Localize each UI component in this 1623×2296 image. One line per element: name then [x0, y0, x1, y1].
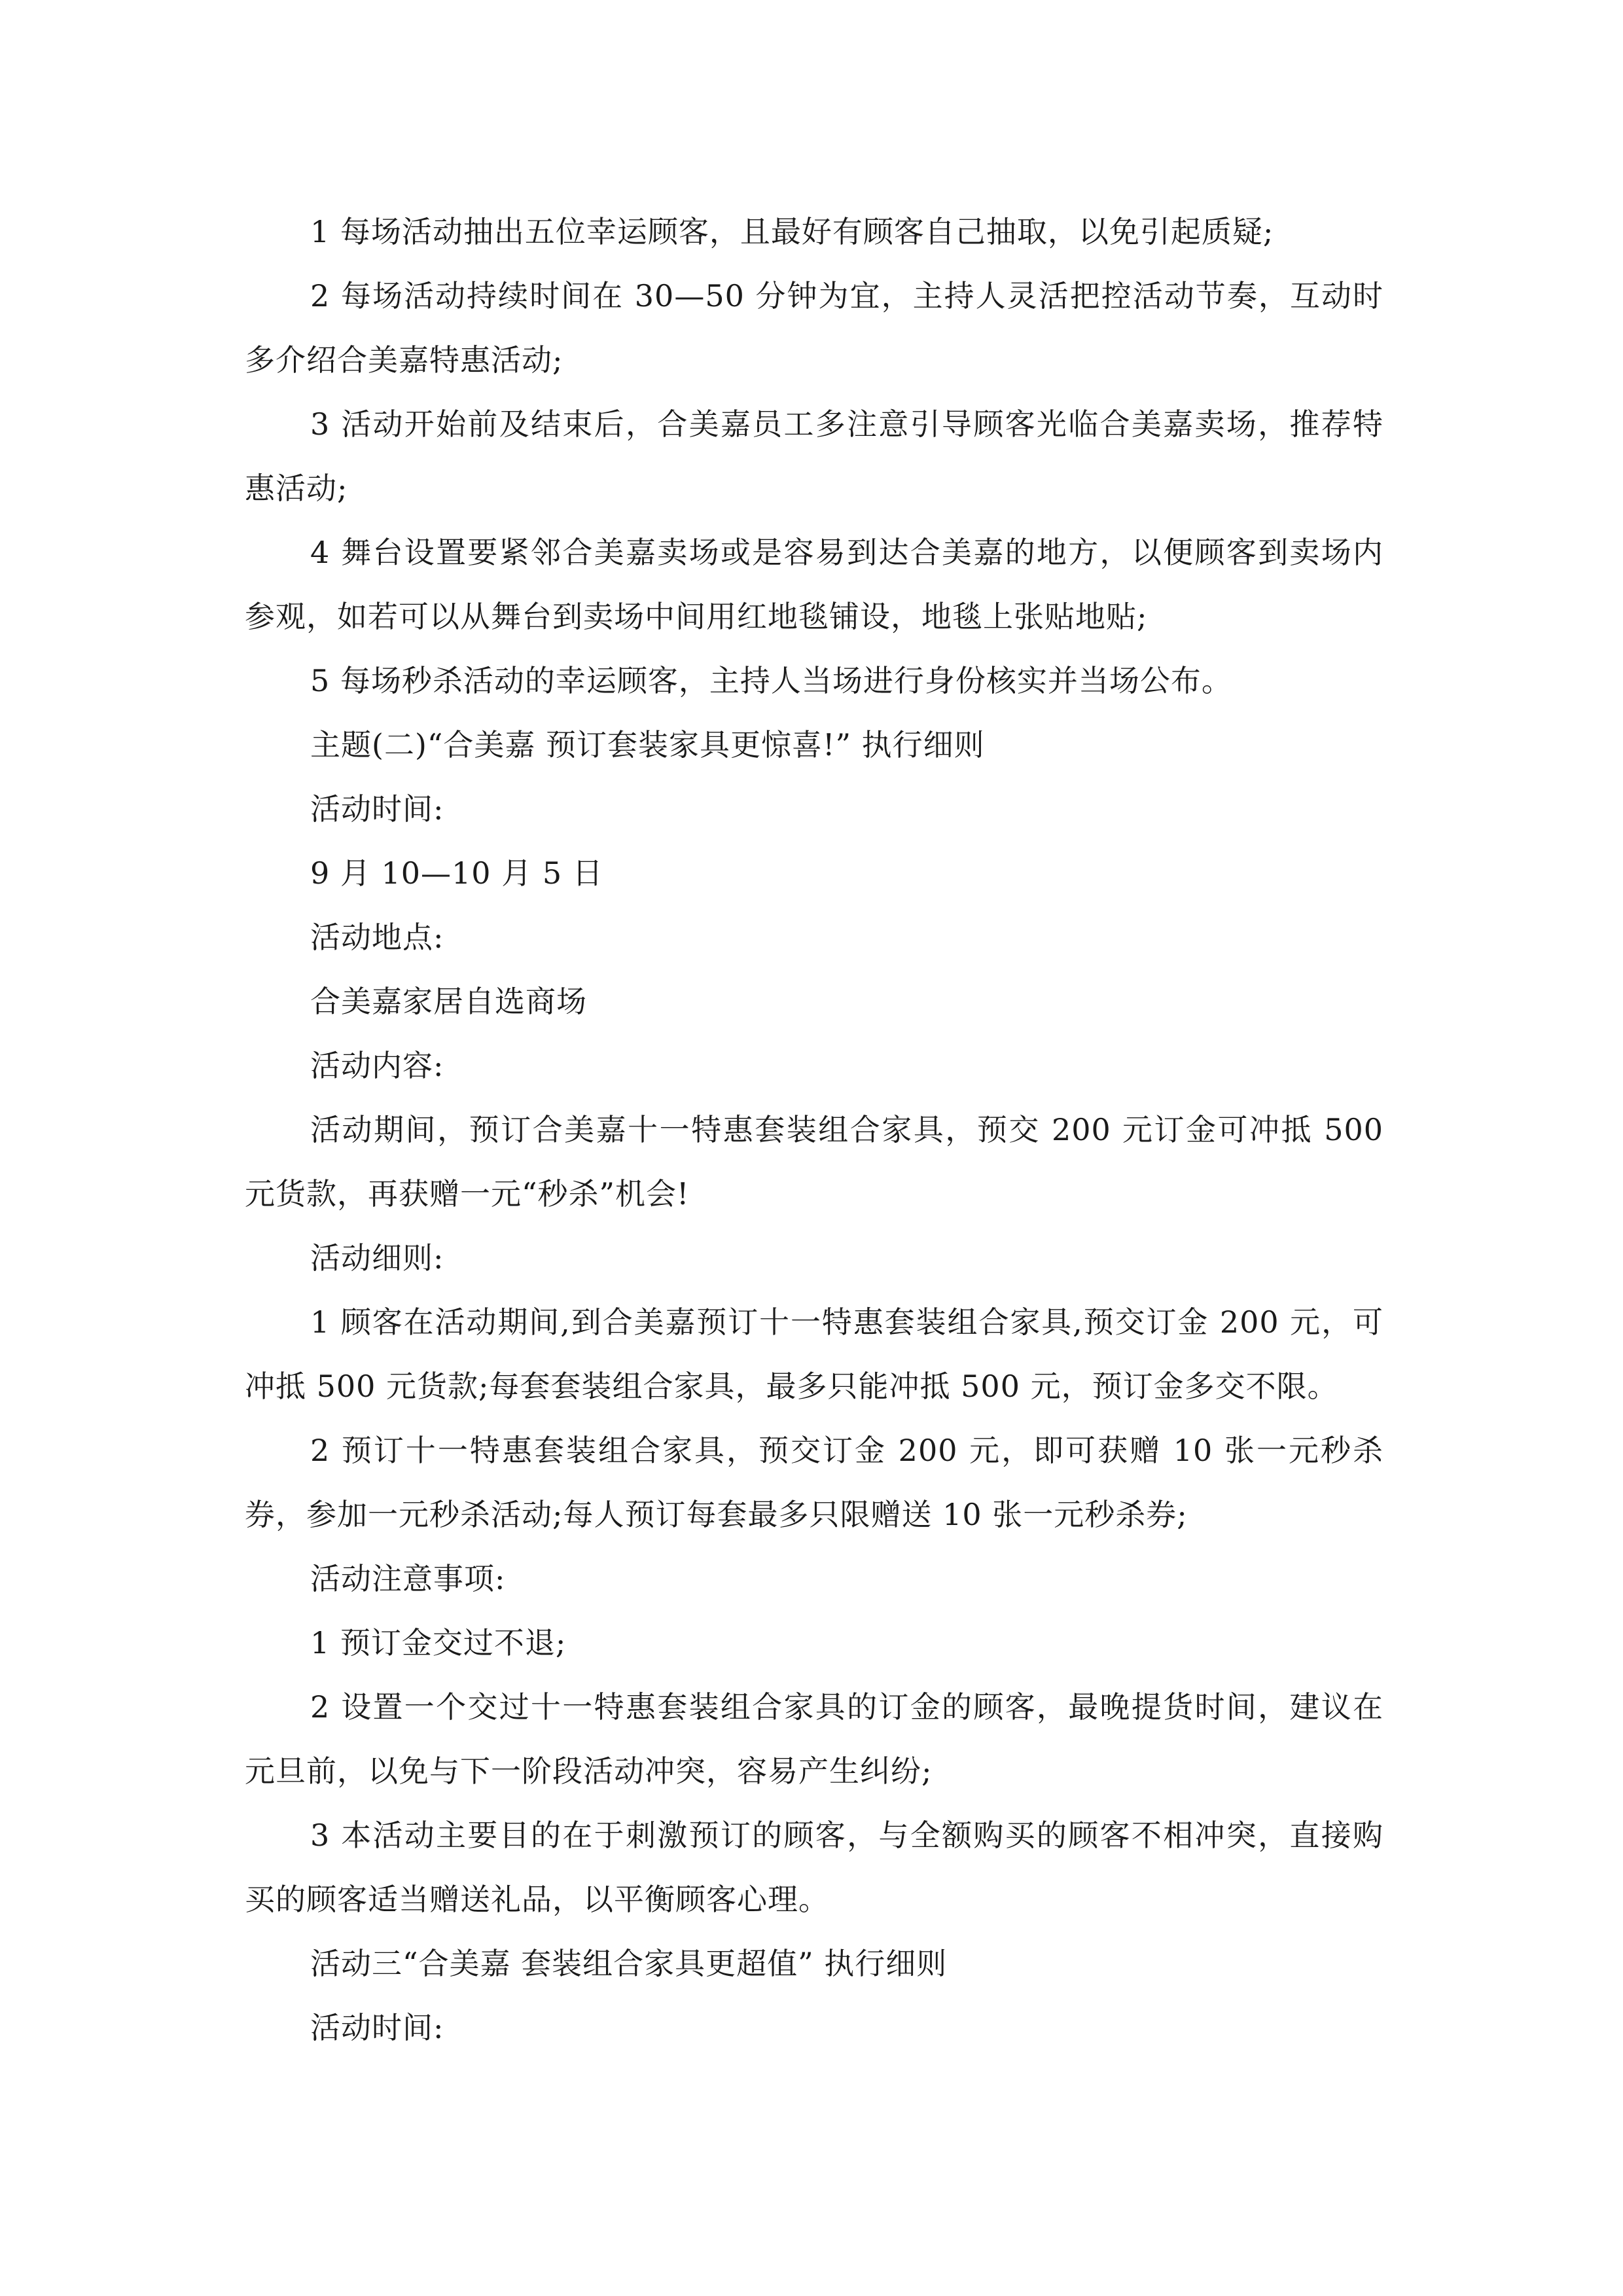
paragraph-rule-2: 2 每场活动持续时间在 30—50 分钟为宜，主持人灵活把控活动节奏，互动时多介绍合美嘉特惠活动;	[245, 278, 1383, 378]
label-notes: 活动注意事项:	[310, 1561, 506, 1596]
value-activity-content: 活动期间，预订合美嘉十一特惠套装组合家具，预交 200 元订金可冲抵 500 元货款，再获赠一元“秒杀”机会!	[245, 1112, 1383, 1211]
paragraph-note-1: 1 预订金交过不退;	[310, 1625, 567, 1660]
paragraph-detail-2: 2 预订十一特惠套装组合家具，预交订金 200 元，即可获赠 10 张一元秒杀券，参加一元秒杀活动;每人预订每套最多只限赠送 10 张一元秒杀券;	[245, 1433, 1383, 1532]
paragraph-rule-5: 5 每场秒杀活动的幸运顾客，主持人当场进行身份核实并当场公布。	[310, 663, 1232, 698]
document-body	[245, 200, 1383, 2060]
value-activity-location: 合美嘉家居自选商场	[310, 984, 587, 1019]
paragraph-detail-1: 1 顾客在活动期间,到合美嘉预订十一特惠套装组合家具,预交订金 200 元，可冲抵 500 元货款;每套套装组合家具，最多只能冲抵 500 元，预订金多交不限。	[245, 1304, 1383, 1404]
label-activity-time: 活动时间:	[310, 791, 444, 827]
section-heading-activity-3: 活动三“合美嘉 套装组合家具更超值” 执行细则	[310, 1946, 948, 1981]
section-heading-theme-2: 主题(二)“合美嘉 预订套装家具更惊喜!” 执行细则	[310, 727, 985, 762]
paragraph-rule-1: 1 每场活动抽出五位幸运顾客，且最好有顾客自己抽取，以免引起质疑;	[310, 214, 1274, 249]
paragraph-note-2: 2 设置一个交过十一特惠套装组合家具的订金的顾客，最晚提货时间，建议在元旦前，以免与下一阶段活动冲突，容易产生纠纷;	[245, 1689, 1383, 1789]
label-activity-time-2: 活动时间:	[310, 2010, 444, 2045]
label-activity-location: 活动地点:	[310, 920, 444, 955]
label-activity-details: 活动细则:	[310, 1240, 444, 1276]
paragraph-note-3: 3 本活动主要目的在于刺激预订的顾客，与全额购买的顾客不相冲突，直接购买的顾客适当赠送礼品，以平衡顾客心理。	[245, 1818, 1383, 1917]
value-activity-time: 9 月 10—10 月 5 日	[310, 855, 603, 891]
paragraph-rule-3: 3 活动开始前及结束后，合美嘉员工多注意引导顾客光临合美嘉卖场，推荐特惠活动;	[245, 406, 1383, 506]
label-activity-content: 活动内容:	[310, 1048, 444, 1083]
paragraph-rule-4: 4 舞台设置要紧邻合美嘉卖场或是容易到达合美嘉的地方，以便顾客到卖场内参观，如若可以从舞台到卖场中间用红地毯铺设，地毯上张贴地贴;	[245, 535, 1383, 634]
